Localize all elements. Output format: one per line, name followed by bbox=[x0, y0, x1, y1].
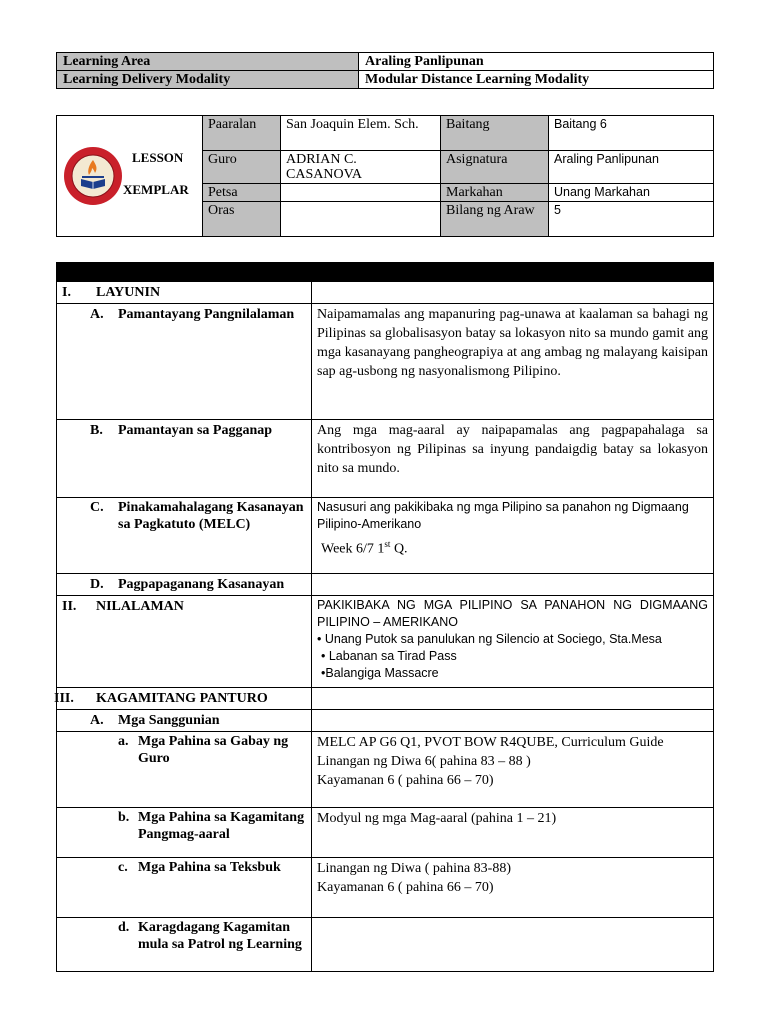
item-letter: c. bbox=[118, 860, 128, 875]
item-content bbox=[312, 732, 714, 808]
item-content bbox=[312, 498, 714, 574]
asignatura-value: Araling Panlipunan bbox=[549, 151, 714, 184]
list-item: •Balangiga Massacre bbox=[321, 666, 439, 680]
section-number: II. bbox=[62, 599, 77, 614]
learning-area-row bbox=[57, 53, 714, 71]
exemplar-label: XEMPLAR bbox=[123, 182, 189, 197]
melc-text: Nasusuri ang pakikibaka ng mga Pilipino sa panahon ng Digmaang Pilipino-Amerikano bbox=[317, 500, 689, 531]
exemplar-header-table bbox=[56, 115, 714, 237]
modality-row bbox=[57, 71, 714, 89]
reference-line: Linangan ng Diwa ( pahina 83-88) bbox=[317, 861, 511, 876]
learning-area-label: Learning Area bbox=[57, 53, 359, 71]
row-melc bbox=[57, 498, 714, 574]
section-layunin bbox=[57, 282, 714, 304]
row-pamantayang-pangnilalaman bbox=[57, 304, 714, 420]
reference-line: MELC AP G6 Q1, PVOT BOW R4QUBE, Curriculum Guide bbox=[317, 735, 664, 750]
item-letter: b. bbox=[118, 810, 130, 825]
row-pagpapaganang-kasanayan bbox=[57, 574, 714, 596]
item-content bbox=[312, 574, 714, 596]
item-content bbox=[312, 858, 714, 918]
reference-line: Linangan ng Diwa 6( pahina 83 – 88 ) bbox=[317, 754, 531, 769]
deped-seal-logo bbox=[63, 146, 123, 206]
item-title: Mga Pahina sa Teksbuk bbox=[138, 860, 281, 875]
item-title: Mga Pahina sa Gabay ng Guro bbox=[138, 734, 289, 766]
lesson-exemplar-cell bbox=[57, 116, 203, 237]
reference-line: Modyul ng mga Mag-aaral (pahina 1 – 21) bbox=[317, 811, 557, 826]
item-letter: D. bbox=[90, 577, 104, 592]
item-title: Pamantayang Pangnilalaman bbox=[118, 307, 295, 322]
markahan-label: Markahan bbox=[441, 184, 549, 202]
row-teksbuk bbox=[57, 858, 714, 918]
reference-line: Kayamanan 6 ( pahina 66 – 70) bbox=[317, 880, 494, 895]
item-content: Ang mga mag-aaral ay naipapamalas ang pagpapahalaga sa kontribosyon ng Pilipinas sa inyung pandaigdig batay sa lokasyon nito sa mundo. bbox=[312, 420, 714, 498]
item-letter: d. bbox=[118, 920, 130, 935]
baitang-label: Baitang bbox=[441, 116, 549, 151]
section-number: I. bbox=[62, 285, 71, 300]
row-kagamitang-pangmag-aaral bbox=[57, 808, 714, 858]
item-letter: B. bbox=[90, 423, 103, 438]
paaralan-label: Paaralan bbox=[203, 116, 281, 151]
section-number: III. bbox=[54, 691, 74, 706]
item-content bbox=[312, 596, 714, 688]
item-title: Pagpapaganang Kasanayan bbox=[118, 577, 285, 592]
row-gabay-ng-guro bbox=[57, 732, 714, 808]
item-title: Pamantayan sa Pagganap bbox=[118, 423, 273, 438]
oras-label: Oras bbox=[203, 202, 281, 237]
item-content: Naipamamalas ang mapanuring pag-unawa at kaalaman sa bahagi ng Pilipinas sa globalisasyon batay sa lokasyon nito sa mundo gamit ang mga kasanayang pangheograpiya at ang ambag ng malayang kaisipan sap ag-usbong ng nasyonalismong Pilipino. bbox=[312, 304, 714, 420]
asignatura-label: Asignatura bbox=[441, 151, 549, 184]
item-letter: A. bbox=[90, 713, 104, 728]
section-title: LAYUNIN bbox=[96, 285, 161, 300]
item-title: Karagdagang Kagamitan mula sa Patrol ng Learning bbox=[138, 920, 302, 952]
lesson-label: LESSON bbox=[132, 150, 184, 165]
oras-value bbox=[281, 202, 441, 237]
nilalaman-title: PAKIKIBAKA NG MGA PILIPINO SA PANAHON NG DIGMAANG PILIPINO – AMERIKANO bbox=[317, 598, 708, 629]
modality-label: Learning Delivery Modality bbox=[57, 71, 359, 89]
item-letter: C. bbox=[90, 500, 104, 515]
item-letter: a. bbox=[118, 734, 129, 749]
row-mga-sanggunian bbox=[57, 710, 714, 732]
guro-value: ADRIAN C. CASANOVA bbox=[281, 151, 441, 184]
lesson-plan-table bbox=[56, 262, 714, 972]
section-title: KAGAMITANG PANTURO bbox=[96, 691, 268, 706]
modality-value: Modular Distance Learning Modality bbox=[359, 71, 714, 89]
item-content bbox=[312, 918, 714, 972]
item-letter: A. bbox=[90, 307, 104, 322]
melc-week: Week 6/7 1st Q. bbox=[321, 539, 408, 557]
list-item: • Unang Putok sa panulukan ng Silencio at Sociego, Sta.Mesa bbox=[317, 632, 662, 646]
petsa-label: Petsa bbox=[203, 184, 281, 202]
guro-label: Guro bbox=[203, 151, 281, 184]
row-karagdagang-kagamitan bbox=[57, 918, 714, 972]
row-pamantayan-sa-pagganap bbox=[57, 420, 714, 498]
list-item: • Labanan sa Tirad Pass bbox=[321, 649, 457, 663]
section-nilalaman bbox=[57, 596, 714, 688]
markahan-value: Unang Markahan bbox=[549, 184, 714, 202]
item-title: Mga Sanggunian bbox=[118, 713, 220, 728]
bilang-label: Bilang ng Araw bbox=[441, 202, 549, 237]
item-content bbox=[312, 808, 714, 858]
section-title: NILALAMAN bbox=[96, 599, 184, 614]
table-header-bar bbox=[57, 263, 714, 282]
bilang-value: 5 bbox=[549, 202, 714, 237]
baitang-value: Baitang 6 bbox=[549, 116, 714, 151]
learning-area-table bbox=[56, 52, 714, 89]
reference-line: Kayamanan 6 ( pahina 66 – 70) bbox=[317, 773, 494, 788]
section-kagamitang-panturo bbox=[57, 688, 714, 710]
item-title: Mga Pahina sa Kagamitang Pangmag-aaral bbox=[138, 810, 305, 842]
learning-area-value: Araling Panlipunan bbox=[359, 53, 714, 71]
petsa-value bbox=[281, 184, 441, 202]
paaralan-value: San Joaquin Elem. Sch. bbox=[281, 116, 441, 151]
item-title: Pinakamahalagang Kasanayan sa Pagkatuto (MELC) bbox=[118, 500, 304, 532]
